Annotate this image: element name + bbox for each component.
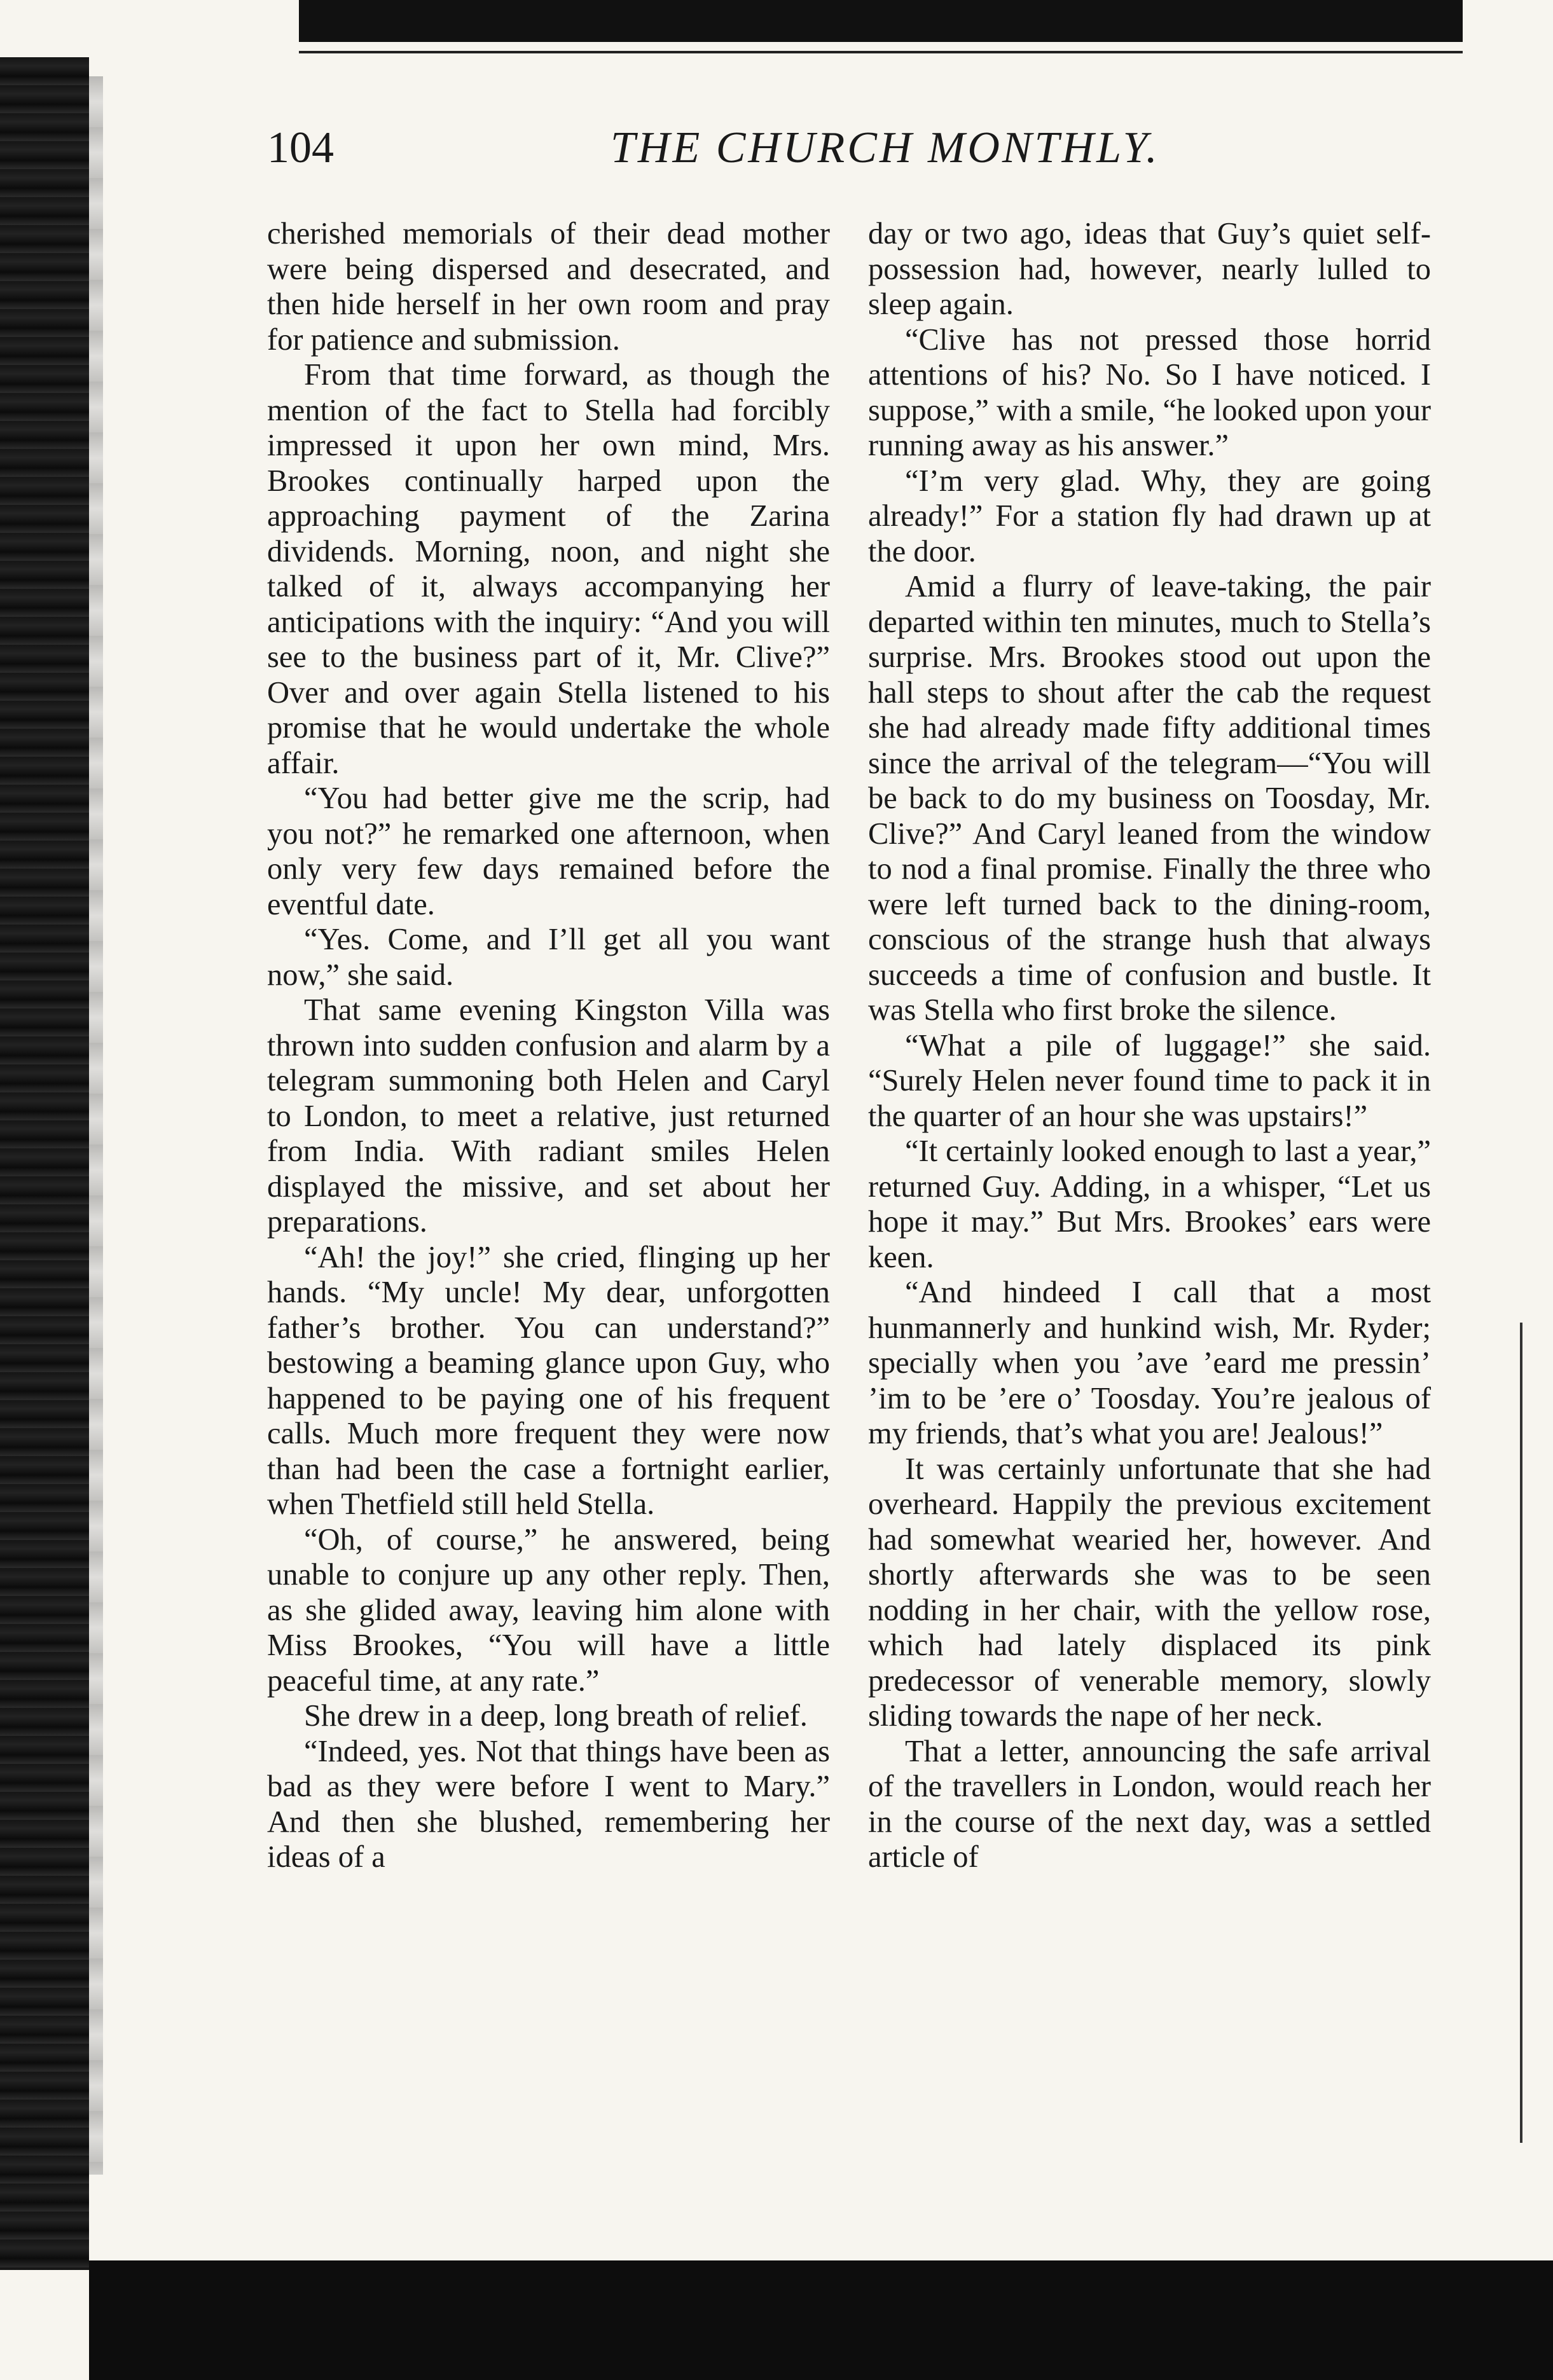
left-binding-edge [0,57,89,2270]
paragraph: “What a pile of luggage!” she said. “Surely Helen never found time to pack it in the quarter of an hour she was upstairs!” [868,1028,1431,1133]
paragraph: “I’m very glad. Why, they are going already!” For a station fly had drawn up at the door. [868,464,1431,568]
paragraph: “Clive has not pressed those horrid attentions of his? No. So I have noticed. I suppose,” with a smile, “he looked upon your running away as his answer.” [868,322,1431,462]
top-scan-border [299,0,1463,42]
paragraph: “You had better give me the scrip, had you not?” he remarked one afternoon, when only very few days remained before the eventful date. [267,781,830,921]
right-column [868,216,1431,1875]
paragraph: That same evening Kingston Villa was thrown into sudden confusion and alarm by a telegram summoning both Helen and Caryl to London, to meet a relative, just returned from India. With radiant smiles Helen displayed the missive, and set about her preparations. [267,993,830,1239]
left-column [267,216,830,1875]
paragraph: day or two ago, ideas that Guy’s quiet self-possession had, however, nearly lulled to sleep again. [868,217,1431,321]
paragraph: It was certainly unfortunate that she had overheard. Happily the previous excitement had somewhat wearied her, however. And shortly afterwards she was to be seen nodding in her chair, with the yellow rose, which had lately displaced its pink predecessor of venerable memory, slowly sliding towards the nape of her neck. [868,1452,1431,1733]
paragraph: That a letter, announcing the safe arrival of the travellers in London, would reach her in the course of the next day, was a settled article of [868,1734,1431,1874]
paragraph: “Oh, of course,” he answered, being unable to conjure up any other reply. Then, as she glided away, leaving him alone with Miss Brookes, “You will have a little peaceful time, at any rate.” [267,1522,830,1698]
paragraph: “Indeed, yes. Not that things have been as bad as they were before I went to Mary.” And then she blushed, remembering her ideas of a [267,1734,830,1874]
running-title: THE CHURCH MONTHLY. [611,123,1160,172]
paragraph: “Yes. Come, and I’ll get all you want now,” she said. [267,923,830,992]
paragraph: From that time forward, as though the mention of the fact to Stella had forcibly impressed it upon her own mind, Mrs. Brookes continually harped upon the approaching payment of the Zarina dividends. Morning, noon, and night she talked of it, always accompanying her anticipations with the inquiry: “And you will see to the business part of it, Mr. Clive?” Over and over again Stella listened to his promise that he would undertake the whole affair. [267,358,830,780]
paragraph: “It certainly looked enough to last a year,” returned Guy. Adding, in a whisper, “Let us hope it may.” But Mrs. Brookes’ ears were keen. [868,1134,1431,1274]
paragraph: “And hindeed I call that a most hunmannerly and hunkind wish, Mr. Ryder; specially when you ’ave ’eard me pressin’ ’im to be ’ere o’ Toosday. You’re jealous of my friends, that’s what you are! Jealous!” [868,1276,1431,1450]
top-rule [299,51,1463,53]
page-header [267,113,1475,183]
right-margin-rule [1520,1323,1522,2143]
page-number: 104 [267,123,334,172]
paragraph: “Ah! the joy!” she cried, flinging up her hands. “My uncle! My dear, unforgotten father’s brother. You can understand?” bestowing a beaming glance upon Guy, who happened to be paying one of his frequent calls. Much more frequent they were now than had been the case a fortnight earlier, when Thetfield still held Stella. [267,1240,830,1521]
bottom-scan-border [89,2260,1553,2380]
left-page-edge [89,76,103,2175]
paragraph: cherished memorials of their dead mother were being dispersed and desecrated, and then hide herself in her own room and pray for patience and submission. [267,217,830,357]
paragraph: Amid a flurry of leave-taking, the pair departed within ten minutes, much to Stella’s surprise. Mrs. Brookes stood out upon the hall steps to shout after the cab the request she had already made fifty additional times since the arrival of the telegram—“You will be back to do my business on Toosday, Mr. Clive?” And Caryl leaned from the window to nod a final promise. Finally the three who were left turned back to the dining-room, conscious of the strange hush that always succeeds a time of confusion and bustle. It was Stella who first broke the silence. [868,570,1431,1027]
paragraph: She drew in a deep, long breath of relief. [304,1699,808,1733]
